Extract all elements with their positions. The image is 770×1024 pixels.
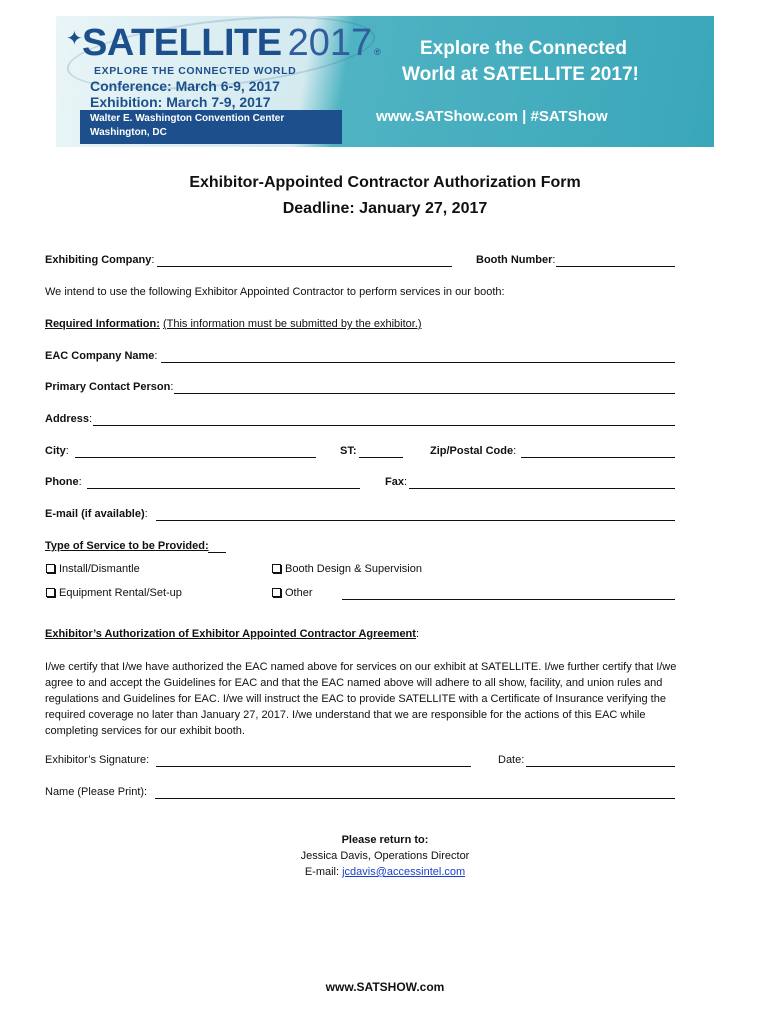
authorization-line: agree to and accept the Guidelines for EAC and that the EAC named above will adhere to all show, facility, and union rules and <box>45 677 663 689</box>
eac-company-row: EAC Company Name: <box>45 350 158 362</box>
service-install[interactable] <box>46 563 140 575</box>
return-email-prefix: E-mail: <box>304 866 343 878</box>
st-field[interactable] <box>359 457 403 458</box>
conference-dates: Conference: March 6-9, 2017 <box>90 78 280 94</box>
booth-number-label: Booth Number <box>476 254 553 266</box>
return-contact: Jessica Davis, Operations Director <box>300 850 470 862</box>
phone-label: Phone <box>45 476 79 488</box>
booth-design-label: Booth Design & Supervision <box>285 563 422 575</box>
event-banner <box>56 16 714 147</box>
satellite-logo <box>68 22 381 65</box>
authorization-heading-row: Exhibitor’s Authorization of Exhibitor Appointed Contractor Agreement: <box>45 628 420 640</box>
exhibiting-company-row: Exhibiting Company: <box>45 254 155 266</box>
email-field[interactable] <box>156 520 675 521</box>
logo-word: SATELLITE <box>82 22 282 64</box>
return-email-row <box>0 864 770 880</box>
primary-contact-field[interactable] <box>174 393 675 394</box>
registered-mark: ® <box>374 47 381 57</box>
intro-text: We intend to use the following Exhibitor Appointed Contractor to perform services in our booth: <box>45 286 505 298</box>
equipment-label: Equipment Rental/Set-up <box>59 587 182 599</box>
banner-tagline: EXPLORE THE CONNECTED WORLD <box>94 65 297 77</box>
venue-name: Walter E. Washington Convention Center <box>90 113 285 124</box>
other-label: Other <box>285 587 313 599</box>
zip-label: Zip/Postal Code <box>430 445 514 457</box>
address-label: Address <box>45 413 90 425</box>
email-label: E-mail (if available) <box>45 508 145 520</box>
primary-contact-row: Primary Contact Person: <box>45 381 174 393</box>
phone-row: Phone: <box>45 476 82 488</box>
name-label: Name (Please Print): <box>45 786 148 798</box>
return-heading: Please return to: <box>341 834 429 846</box>
authorization-line: required coverage no later than January 27, 2017. I/we understand that we are responsible for the actions of this EAC while <box>45 709 646 721</box>
form-deadline: Deadline: January 27, 2017 <box>282 200 488 217</box>
zip-field[interactable] <box>521 457 675 458</box>
address-row: Address: <box>45 413 93 425</box>
authorization-line: I/we certify that I/we have authorized the EAC named above for services on our exhibit at SATELLITE. I/we further certify that I/we <box>45 661 677 673</box>
other-service-field[interactable] <box>342 599 675 600</box>
install-checkbox[interactable] <box>46 564 55 573</box>
required-info-row <box>45 318 422 330</box>
signature-label: Exhibitor’s Signature: <box>45 754 150 766</box>
eac-company-label: EAC Company Name <box>45 350 155 362</box>
email-row: E-mail (if available): <box>45 508 148 520</box>
equipment-checkbox[interactable] <box>46 588 55 597</box>
banner-site-line: www.SATShow.com | #SATShow <box>376 108 608 125</box>
service-type-label: Type of Service to be Provided: <box>45 540 209 552</box>
satellite-star-icon: ✦ <box>66 28 83 50</box>
authorization-line: regulations and Guidelines for EAC. I/we will instruct the EAC to provide SATELLITE with a Certificate of Insurance verifying the <box>45 693 666 705</box>
exhibition-dates: Exhibition: March 7-9, 2017 <box>90 94 271 110</box>
zip-row: Zip/Postal Code: <box>430 445 517 457</box>
st-label: ST: <box>340 445 357 457</box>
logo-year: 2017 <box>287 22 373 64</box>
service-type-underline <box>208 552 226 553</box>
authorization-heading: Exhibitor’s Authorization of Exhibitor Appointed Contractor Agreement <box>45 628 416 640</box>
return-email-link[interactable]: jcdavis@accessintel.com <box>342 866 466 878</box>
date-field[interactable] <box>526 766 675 767</box>
city-field[interactable] <box>75 457 316 458</box>
service-equipment[interactable] <box>46 587 182 599</box>
form-title: Exhibitor-Appointed Contractor Authorization Form <box>189 174 581 191</box>
fax-row: Fax: <box>385 476 408 488</box>
service-other[interactable] <box>272 587 313 599</box>
booth-design-checkbox[interactable] <box>272 564 281 573</box>
authorization-paragraph <box>45 659 725 739</box>
date-label: Date: <box>498 754 525 766</box>
install-label: Install/Dismantle <box>59 563 140 575</box>
promo-line-1: Explore the Connected <box>420 38 627 59</box>
exhibiting-company-label: Exhibiting Company <box>45 254 152 266</box>
booth-number-field[interactable] <box>556 266 675 267</box>
authorization-line: completing services for our exhibit booth. <box>45 725 245 737</box>
city-row: City: <box>45 445 69 457</box>
footer-site[interactable]: www.SATSHOW.com <box>325 980 445 994</box>
phone-field[interactable] <box>87 488 360 489</box>
fax-label: Fax <box>385 476 404 488</box>
eac-company-field[interactable] <box>161 362 675 363</box>
other-checkbox[interactable] <box>272 588 281 597</box>
signature-field[interactable] <box>156 766 471 767</box>
required-info-note: (This information must be submitted by the exhibitor.) <box>162 318 422 330</box>
venue-city: Washington, DC <box>90 127 167 138</box>
city-label: City <box>45 445 66 457</box>
booth-number-row: Booth Number: <box>476 254 556 266</box>
exhibiting-company-field[interactable] <box>157 266 452 267</box>
service-booth-design[interactable] <box>272 563 422 575</box>
address-field[interactable] <box>93 425 675 426</box>
promo-line-2: World at SATELLITE 2017! <box>402 64 639 85</box>
primary-contact-label: Primary Contact Person <box>45 381 171 393</box>
required-info-label: Required Information: <box>45 318 160 330</box>
fax-field[interactable] <box>409 488 675 489</box>
name-field[interactable] <box>155 798 675 799</box>
